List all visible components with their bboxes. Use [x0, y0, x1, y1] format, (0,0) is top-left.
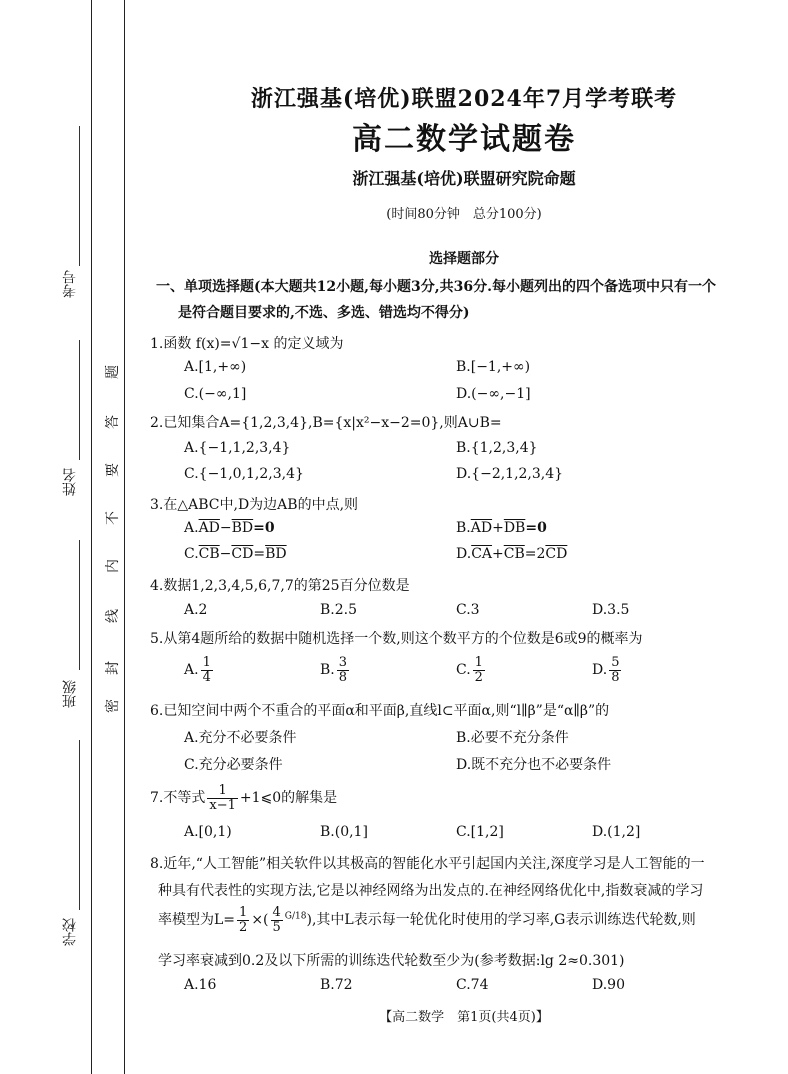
- q4-stem: 4.数据1,2,3,4,5,6,7,7的第25百分位数是: [150, 578, 410, 594]
- xuexiao-underline: [79, 740, 80, 910]
- q3-option-c: [184, 546, 287, 562]
- q2-option-a: A.{−1,1,2,3,4}: [184, 440, 291, 456]
- seal-char-feng: 封: [105, 661, 121, 675]
- q6-option-c: C.充分必要条件: [184, 757, 283, 773]
- q3-stem: 3.在△ABC中,D为边AB的中点,则: [150, 497, 359, 513]
- q4-option-b: B.2.5: [320, 602, 358, 618]
- exam-time-note: (时间80分钟 总分100分): [386, 207, 542, 222]
- q8-exponent: G/18: [284, 911, 307, 922]
- q4-option-c: C.3: [456, 602, 480, 618]
- q7-stem: [150, 784, 337, 812]
- part-title: 选择题部分: [429, 251, 499, 267]
- q3-a-op: −: [219, 520, 232, 536]
- q3-c-op: −: [219, 546, 232, 562]
- q5-d-label: D.: [592, 662, 608, 679]
- q3-a-post: =0: [253, 520, 275, 536]
- section-instructions-line2: 是符合题目要求的,不选、多选、错选均不得分): [178, 305, 470, 321]
- seal-char-mi: 密: [105, 699, 121, 713]
- binding-line-outer: [91, 0, 92, 1074]
- q3-b-vector1: $\overline{AD}$: [470, 520, 493, 536]
- binding-line-inner: [124, 0, 125, 1074]
- q7-fraction: [207, 784, 238, 812]
- q8-fraction-base: [271, 906, 283, 934]
- q4-option-d: D.3.5: [592, 602, 630, 618]
- q5-d-denominator: 8: [611, 669, 620, 685]
- q2-option-d: D.{−2,1,2,3,4}: [456, 466, 564, 482]
- q3-option-b: [456, 520, 547, 536]
- q1-option-c: C.(−∞,1]: [184, 386, 247, 402]
- q7-stem-post: +1⩽0的解集是: [239, 790, 338, 807]
- q7-option-c: C.[1,2]: [456, 824, 504, 840]
- q1-stem: 1.函数 f(x)=√1−x 的定义域为: [150, 336, 344, 352]
- q3-c-eq: =: [253, 546, 266, 562]
- q5-c-denominator: 2: [474, 669, 483, 685]
- q3-b-vector2: $\overline{DB}$: [503, 520, 526, 536]
- q3-a-label: A.: [184, 520, 199, 536]
- q5-option-c: [456, 656, 487, 684]
- q1-option-d: D.(−∞,−1]: [456, 386, 531, 402]
- q3-c-vector1: $\overline{CB}$: [198, 546, 220, 562]
- q8-base-numerator: 4: [272, 905, 281, 920]
- q5-option-d: [592, 656, 623, 684]
- xingming-label: 姓名: [62, 468, 78, 496]
- q6-stem: 6.已知空间中两个不重合的平面α和平面β,直线l⊂平面α,则“l∥β”是“α∥β”的: [150, 703, 610, 719]
- q8-fraction-half: [237, 906, 249, 934]
- q8-base-denominator: 5: [272, 919, 281, 935]
- q1-option-b: B.[−1,+∞): [456, 359, 531, 375]
- q3-d-vector3: $\overline{CD}$: [545, 546, 568, 562]
- q4-option-a: A.2: [184, 602, 208, 618]
- seal-char-da: 答: [105, 415, 121, 429]
- exam-subtitle: 浙江强基(培优)联盟研究院命题: [352, 169, 576, 188]
- q8-line3-mid: ×(: [251, 912, 269, 929]
- q8-line3: [158, 906, 696, 934]
- q5-c-numerator: 1: [474, 655, 483, 670]
- q8-half-denominator: 2: [239, 919, 248, 935]
- q5-a-label: A.: [184, 662, 199, 679]
- q5-a-denominator: 4: [202, 669, 211, 685]
- q3-option-a: [184, 520, 275, 536]
- q7-option-a: A.[0,1): [184, 824, 232, 840]
- q5-b-label: B.: [320, 662, 335, 679]
- kaohao-label: 考号: [62, 270, 78, 298]
- q5-b-fraction: [337, 656, 349, 684]
- seal-char-bu: 不: [105, 511, 121, 525]
- page-footer: 【高二数学 第1页(共4页)】: [379, 1010, 549, 1025]
- q3-c-vector3: $\overline{BD}$: [265, 546, 287, 562]
- q5-stem: 5.从第4题所给的数据中随机选择一个数,则这个数平方的个位数是6或9的概率为: [150, 631, 643, 647]
- exam-title-line2: 高二数学试题卷: [352, 122, 576, 157]
- seal-char-yao: 要: [105, 463, 121, 477]
- q3-a-vector2: $\overline{BD}$: [231, 520, 254, 536]
- seal-char-ti: 题: [105, 365, 121, 379]
- xingming-underline: [79, 340, 80, 460]
- q5-d-numerator: 5: [611, 655, 620, 670]
- xuexiao-label: 学校: [62, 918, 78, 946]
- q5-a-fraction: [201, 656, 213, 684]
- q5-b-denominator: 8: [338, 669, 348, 685]
- q8-line2: 种具有代表性的实现方法,它是以神经网络为出发点的.在神经网络优化中,指数衰减的学习: [158, 883, 704, 899]
- q8-option-a: A.16: [184, 977, 217, 993]
- q5-b-numerator: 3: [338, 655, 348, 670]
- q7-option-b: B.(0,1]: [320, 824, 368, 840]
- q2-stem: 2.已知集合A={1,2,3,4},B={x|x²−x−2=0},则A∪B=: [150, 415, 502, 431]
- q3-d-eq: =2: [524, 546, 546, 562]
- q7-denominator: x−1: [209, 797, 236, 813]
- banji-underline: [79, 540, 80, 670]
- q7-option-d: D.(1,2]: [592, 824, 641, 840]
- q8-option-c: C.74: [456, 977, 489, 993]
- q5-option-b: [320, 656, 351, 684]
- q3-a-vector1: $\overline{AD}$: [198, 520, 220, 536]
- q3-b-post: =0: [525, 520, 547, 536]
- q3-b-op: +: [492, 520, 504, 536]
- q8-line1: 8.近年,“人工智能”相关软件以其极高的智能化水平引起国内关注,深度学习是人工智能的一: [150, 856, 705, 872]
- q8-line3-pre: 率模型为L=: [158, 912, 236, 929]
- q3-d-label: D.: [456, 546, 472, 562]
- q5-d-fraction: [609, 656, 621, 684]
- q3-c-label: C.: [184, 546, 199, 562]
- q6-option-b: B.必要不充分条件: [456, 730, 569, 746]
- q6-option-d: D.既不充分也不必要条件: [456, 757, 612, 773]
- q3-d-vector1: $\overline{CA}$: [471, 546, 493, 562]
- q8-option-d: D.90: [592, 977, 625, 993]
- q8-half-numerator: 1: [239, 905, 248, 920]
- q2-option-c: C.{−1,0,1,2,3,4}: [184, 466, 304, 482]
- banji-label: 班级: [62, 680, 78, 708]
- q7-numerator: 1: [207, 784, 238, 799]
- q5-c-label: C.: [456, 662, 471, 679]
- q1-option-a: A.[1,+∞): [184, 359, 247, 375]
- q6-option-a: A.充分不必要条件: [184, 730, 297, 746]
- section-instructions-line1: 一、单项选择题(本大题共12小题,每小题3分,共36分.每小题列出的四个备选项中只有一个: [156, 279, 716, 295]
- q3-option-d: [456, 546, 567, 562]
- q8-line3-post: ),其中L表示每一轮优化时使用的学习率,G表示训练迭代轮数,则: [306, 912, 696, 929]
- q3-d-vector2: $\overline{CB}$: [503, 546, 525, 562]
- q3-c-vector2: $\overline{CD}$: [231, 546, 254, 562]
- q5-a-numerator: 1: [202, 655, 211, 670]
- q2-option-b: B.{1,2,3,4}: [456, 440, 538, 456]
- seal-char-xian: 线: [105, 609, 121, 623]
- q8-option-b: B.72: [320, 977, 353, 993]
- q5-c-fraction: [473, 656, 485, 684]
- q7-stem-pre: 7.不等式: [150, 790, 206, 807]
- q5-option-a: [184, 656, 215, 684]
- kaohao-underline: [79, 126, 80, 266]
- q3-b-label: B.: [456, 520, 471, 536]
- q8-line4: 学习率衰减到0.2及以下所需的训练迭代轮数至少为(参考数据:lg 2≈0.301): [158, 953, 625, 969]
- seal-char-nei: 内: [105, 559, 121, 573]
- q3-d-op: +: [492, 546, 504, 562]
- exam-title-line1: 浙江强基(培优)联盟2024年7月学考联考: [250, 86, 678, 112]
